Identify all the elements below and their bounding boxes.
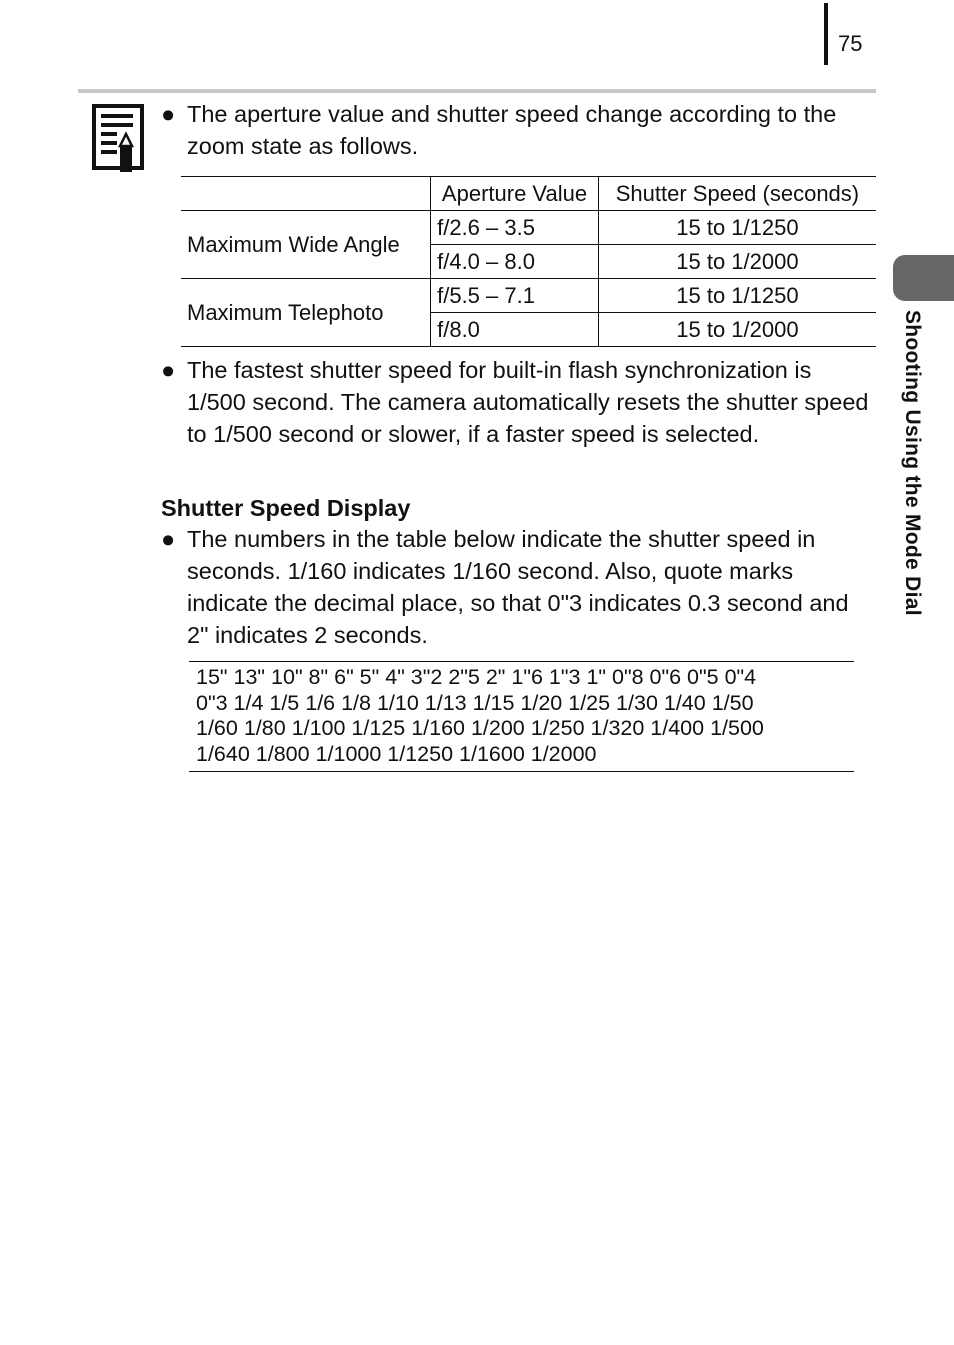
aperture-cell: f/5.5 – 7.1 bbox=[431, 279, 599, 313]
note-shutter-display bbox=[161, 523, 876, 651]
chapter-tab bbox=[893, 255, 954, 301]
note-icon bbox=[92, 104, 144, 174]
speed-line: 15" 13" 10" 8" 6" 5" 4" 3"2 2"5 2" 1"6 1"3 1" 0"8 0"6 0"5 0"4 bbox=[196, 665, 757, 689]
zoom-state-tele: Maximum Telephoto bbox=[181, 279, 431, 347]
speed-line: 1/640 1/800 1/1000 1/1250 1/1600 1/2000 bbox=[196, 741, 597, 766]
chapter-label: Shooting Using the Mode Dial bbox=[901, 310, 924, 616]
aperture-cell: f/4.0 – 8.0 bbox=[431, 245, 599, 279]
header-rule bbox=[78, 89, 876, 93]
zoom-state-wide: Maximum Wide Angle bbox=[181, 211, 431, 279]
page-number-bar bbox=[824, 3, 828, 65]
table-header-row bbox=[181, 177, 876, 211]
note-text: The fastest shutter speed for built-in flash synchronization is 1/500 second. The camera automatically resets the shutter speed to 1/500 second or slower, if a faster speed is selected. bbox=[187, 357, 869, 447]
note-text: The aperture value and shutter speed change according to the zoom state as follows. bbox=[187, 101, 837, 159]
shutter-speed-list bbox=[189, 661, 854, 772]
page-number: 75 bbox=[838, 31, 863, 56]
table-row bbox=[181, 211, 876, 245]
aperture-cell: f/8.0 bbox=[431, 313, 599, 347]
aperture-cell: f/2.6 – 3.5 bbox=[431, 211, 599, 245]
note-flash-sync bbox=[161, 354, 876, 450]
note-aperture-shutter bbox=[161, 98, 876, 162]
bullet: ● bbox=[161, 357, 176, 383]
speed-line: 0"3 1/4 1/5 1/6 1/8 1/10 1/13 1/15 1/20 1/25 1/30 1/40 1/50 bbox=[196, 690, 754, 715]
zoom-state-table bbox=[181, 176, 876, 347]
speed-line: 1/60 1/80 1/100 1/125 1/160 1/200 1/250 1/320 1/400 1/500 bbox=[196, 716, 764, 740]
bullet: ● bbox=[161, 526, 176, 552]
bullet: ● bbox=[161, 101, 176, 127]
shutter-cell: 15 to 1/1250 bbox=[598, 279, 876, 313]
shutter-cell: 15 to 1/2000 bbox=[598, 245, 876, 279]
note-text: The numbers in the table below indicate the shutter speed in seconds. 1/160 indicates 1/160 second. Also, quote marks indicate the decimal place, so that 0"3 indicates 0.3 second and 2" indicates 2 seconds. bbox=[187, 526, 849, 648]
table-header-shutter: Shutter Speed (seconds) bbox=[598, 177, 876, 211]
table-header-aperture: Aperture Value bbox=[431, 177, 599, 211]
section-heading: Shutter Speed Display bbox=[161, 495, 411, 521]
table-row bbox=[181, 279, 876, 313]
shutter-cell: 15 to 1/2000 bbox=[598, 313, 876, 347]
table-header-zoom bbox=[181, 177, 431, 211]
shutter-cell: 15 to 1/1250 bbox=[598, 211, 876, 245]
